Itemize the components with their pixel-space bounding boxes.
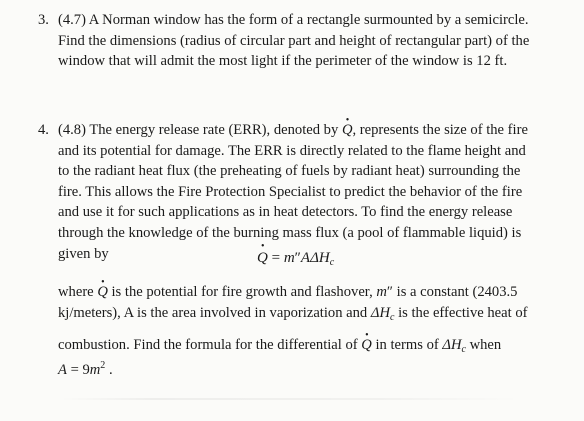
equals-nine: = 9 bbox=[66, 361, 90, 378]
problem-4-line1-post: , represents the size of the fire bbox=[352, 122, 528, 138]
problem-4-line1-pre: (4.8) The energy release rate (ERR), denoted by bbox=[58, 122, 342, 138]
delta-h-symbol: ΔH bbox=[370, 304, 390, 321]
where-text bbox=[58, 282, 527, 376]
faint-scan-artifact bbox=[60, 398, 520, 400]
formula-equals: = bbox=[267, 250, 284, 266]
problem-4-line: fire. This allows the Fire Protection Specialist to predict the behavior of the fire bbox=[58, 183, 523, 200]
where-line-2 bbox=[58, 303, 527, 324]
problem-3-number: 3. bbox=[38, 12, 49, 28]
q-dot-symbol: • Q bbox=[342, 120, 353, 141]
m-symbol: m bbox=[376, 284, 387, 300]
formula-q-dot: • Q bbox=[257, 250, 268, 267]
problem-4-line bbox=[58, 120, 528, 141]
problem-4-number: 4. bbox=[38, 122, 49, 138]
where-text-7: in terms of bbox=[371, 337, 443, 354]
m-unit: m bbox=[89, 361, 101, 378]
where-text-6: combustion. Find the formula for the differential of bbox=[58, 337, 362, 354]
problem-4-text bbox=[58, 120, 528, 264]
formula-delta-h: ΔH bbox=[310, 250, 330, 266]
problem-4-line: through the knowledge of the burning mass flux (a pool of flammable liquid) is bbox=[58, 224, 522, 241]
problem-4-line: and use it for such applications as in heat detectors. To find the energy release bbox=[58, 204, 513, 221]
problem-3-line: (4.7) A Norman window has the form of a rectangle surmounted by a semicircle. bbox=[58, 12, 529, 28]
where-text-4: kj/meters), A is the area involved in vaporization and bbox=[58, 304, 371, 321]
where-line-3 bbox=[58, 335, 527, 356]
delta-h-sub: c bbox=[389, 311, 395, 323]
problem-3-text bbox=[58, 10, 529, 72]
where-text-8: when bbox=[465, 337, 502, 354]
problem-4-line: given by bbox=[58, 245, 109, 262]
where-text-3: is a constant (2403.5 bbox=[393, 284, 518, 300]
q-dot-symbol: • Q bbox=[361, 335, 372, 356]
where-line-1 bbox=[58, 282, 527, 303]
formula-a: A bbox=[300, 250, 311, 266]
problem-4-line: and its potential for damage. The ERR is directly related to the flame height and bbox=[58, 142, 526, 159]
period: . bbox=[105, 361, 113, 378]
where-text-5: is the effective heat of bbox=[394, 304, 528, 321]
formula-prime: ″ bbox=[294, 250, 301, 266]
problem-4-line: to the radiant heat flux (the preheating of fuels by radiant heat) surrounding the bbox=[58, 163, 521, 180]
superscript-2: 2 bbox=[100, 359, 106, 371]
problem-3-line: Find the dimensions (radius of circular part and height of rectangular part) of the bbox=[58, 32, 530, 49]
m-prime: ″ bbox=[386, 284, 394, 300]
delta-h-sub: c bbox=[461, 344, 466, 356]
where-line-4 bbox=[58, 356, 527, 377]
problem-3-line: window that will admit the most light if the perimeter of the window is 12 ft. bbox=[58, 53, 508, 70]
where-text-2: is the potential for fire growth and flashover, bbox=[107, 284, 377, 300]
where-word: where bbox=[58, 284, 98, 300]
formula-m: m bbox=[283, 250, 295, 266]
energy-release-formula bbox=[257, 250, 334, 268]
formula-sub-c: c bbox=[329, 257, 335, 268]
a-symbol: A bbox=[58, 361, 67, 378]
delta-h-symbol: ΔH bbox=[442, 337, 462, 354]
q-dot-symbol: • Q bbox=[97, 282, 108, 303]
